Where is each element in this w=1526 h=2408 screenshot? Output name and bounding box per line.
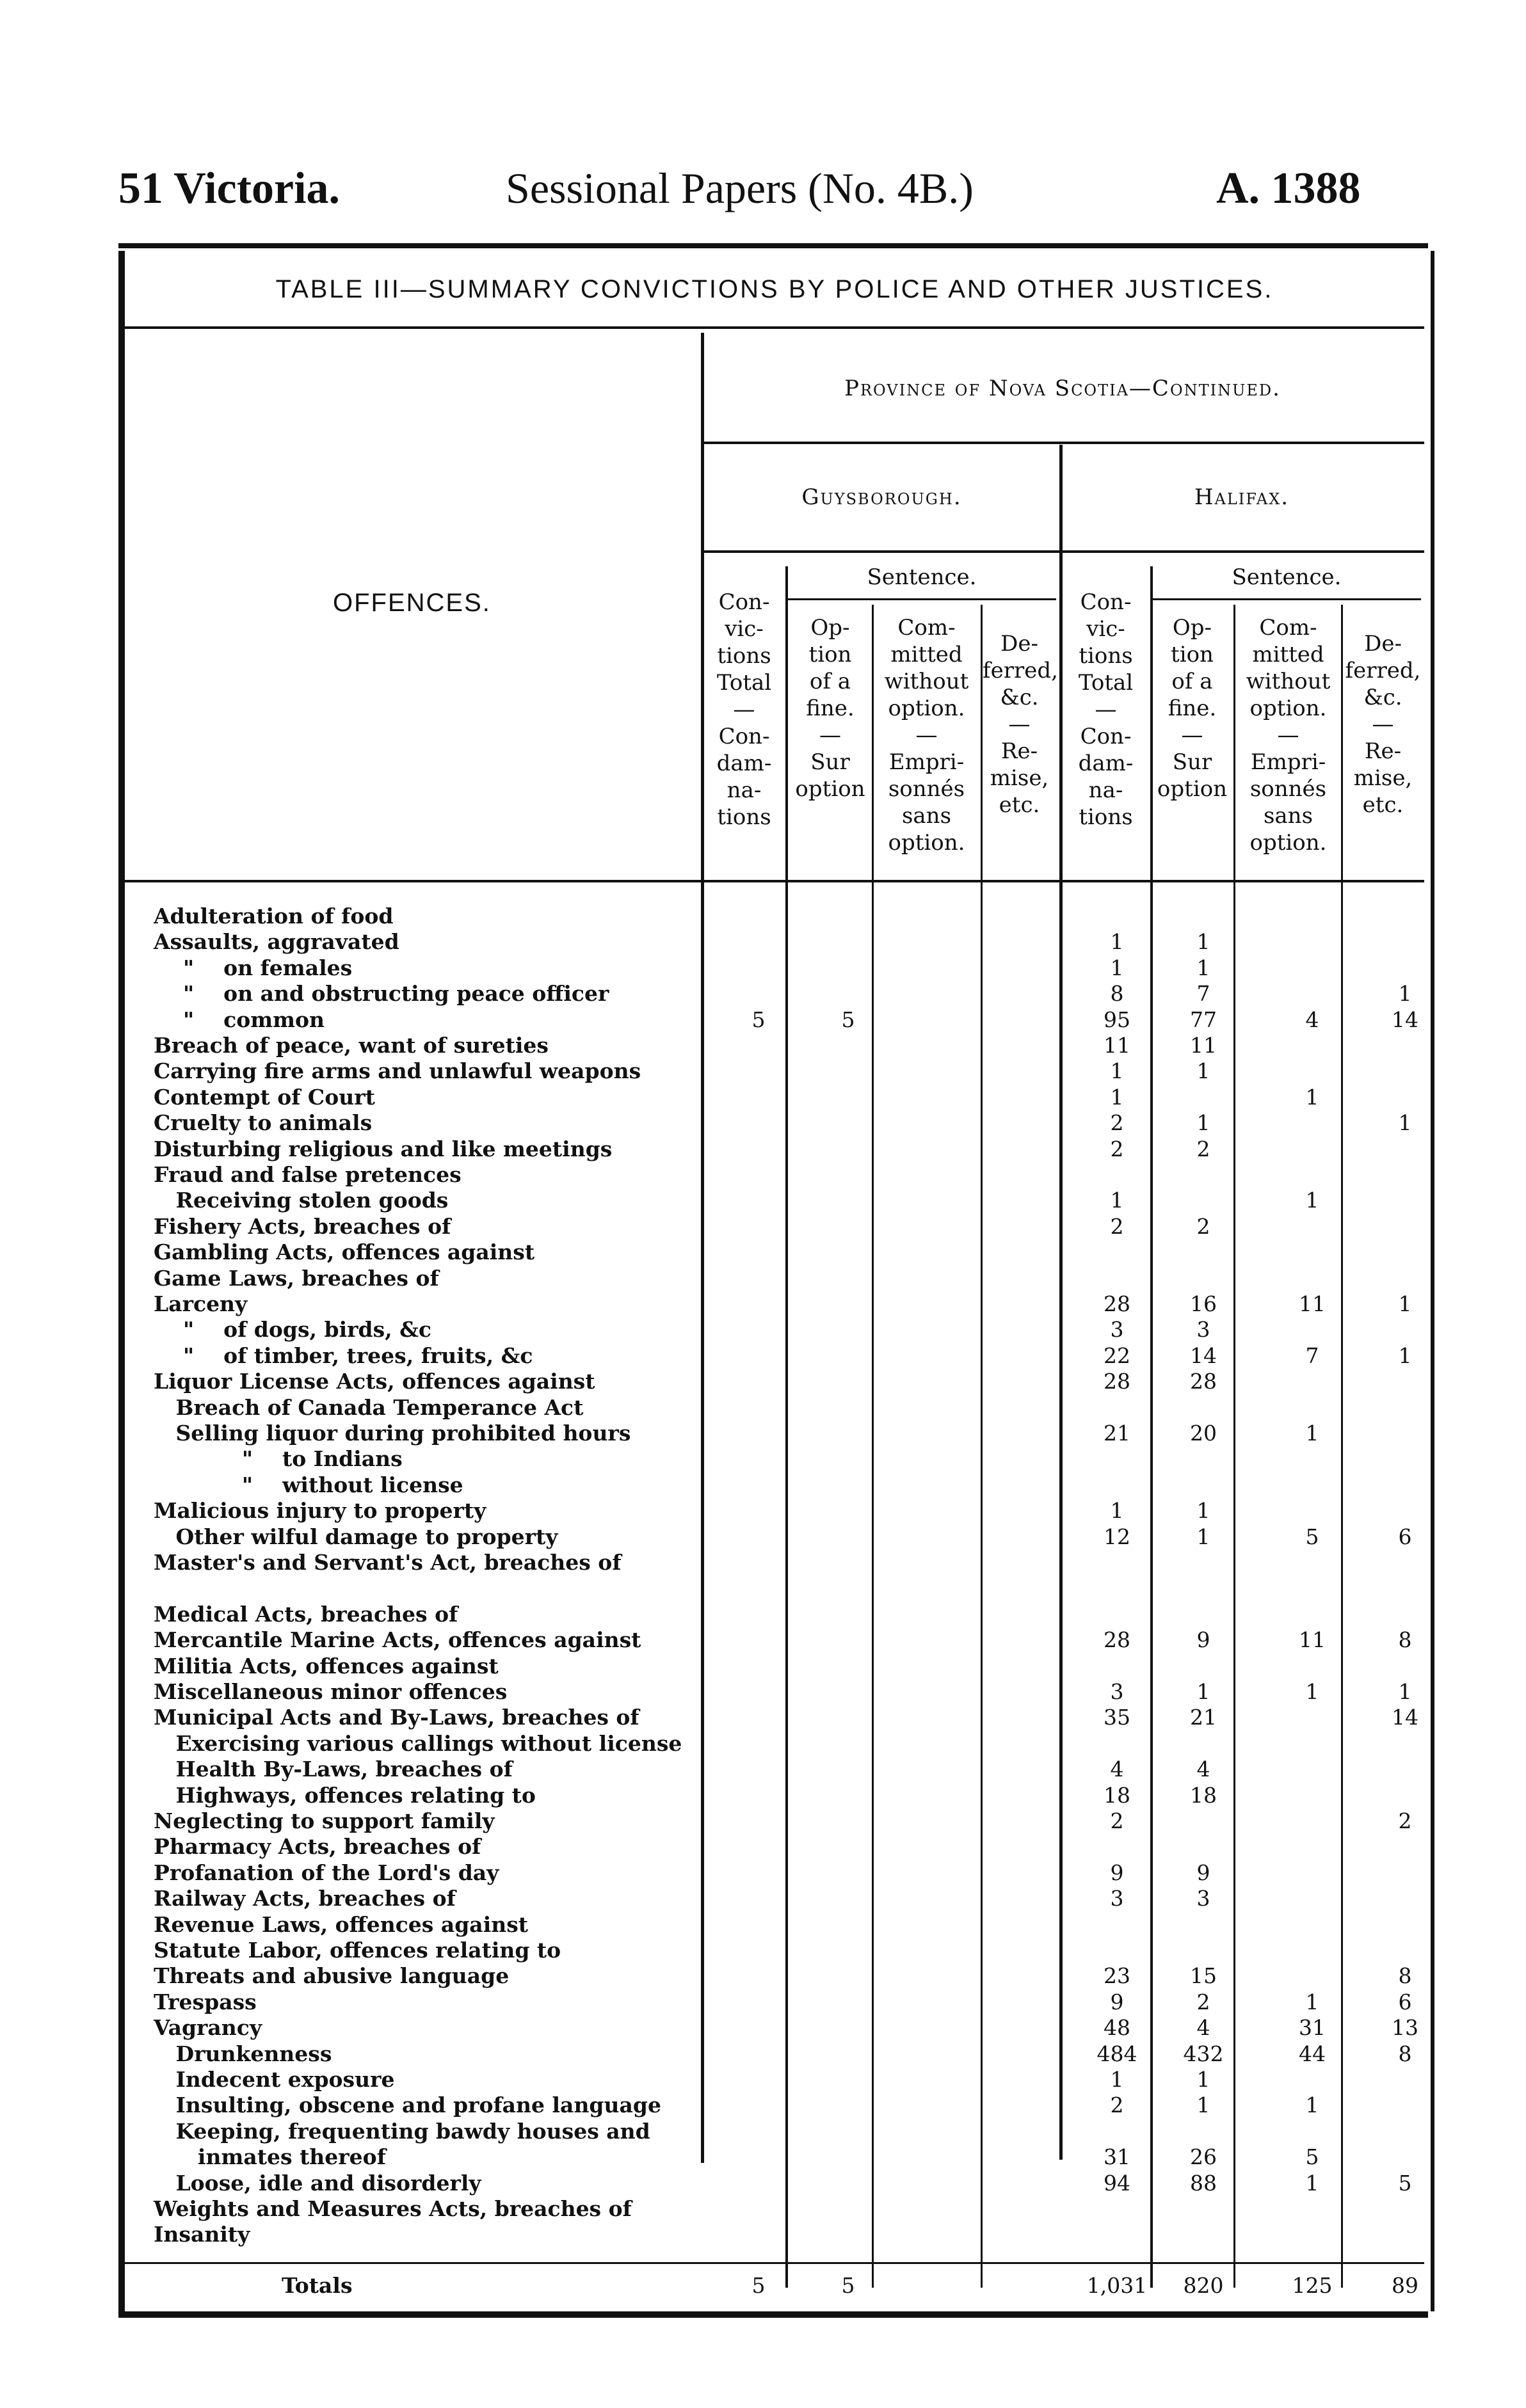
offence-label: Game Laws, breaches of — [154, 1266, 439, 1291]
offence-label: Railway Acts, breaches of — [154, 1886, 456, 1911]
table-row — [154, 1343, 1427, 1369]
table-row — [154, 1575, 1427, 1601]
halifax-convictions-cell: 4 — [1110, 1757, 1124, 1782]
halifax-convictions-cell: 23 — [1104, 1963, 1130, 1988]
halifax-convictions-cell: 48 — [1104, 2015, 1130, 2040]
table-row — [154, 1860, 1427, 1886]
halifax-fine-cell: 1 — [1196, 955, 1210, 980]
offence-label: Neglecting to support family — [154, 1808, 495, 1833]
halifax-convictions-cell: 1 — [1110, 1085, 1124, 1110]
title-rule — [125, 326, 1424, 329]
offence-label: Medical Acts, breaches of — [154, 1602, 458, 1627]
offence-label: Vagrancy — [154, 2015, 262, 2040]
halifax-convictions-cell: 2 — [1110, 1214, 1124, 1239]
table-title: TABLE III—SUMMARY CONVICTIONS BY POLICE AND OTHER JUSTICES. — [275, 275, 1274, 303]
totals-h-deferred: 89 — [1392, 2273, 1418, 2298]
header-center: Sessional Papers (No. 4B.) — [506, 164, 974, 212]
halifax-convictions-cell: 2 — [1110, 1136, 1124, 1161]
table-row — [154, 1963, 1427, 1989]
halifax-committed-cell: 1 — [1305, 2171, 1319, 2196]
table-row — [154, 2144, 1427, 2170]
halifax-fine-cell: 26 — [1190, 2144, 1217, 2169]
halifax-deferred-cell: 1 — [1398, 1343, 1412, 1368]
offence-label: Statute Labor, offences relating to — [154, 1938, 561, 1963]
offence-label: Cruelty to animals — [154, 1110, 373, 1135]
table-row — [154, 1240, 1427, 1265]
halifax-committed-cell: 1 — [1305, 1421, 1319, 1446]
halifax-fine-cell: 7 — [1196, 981, 1210, 1006]
halifax-fine-cell: 1 — [1196, 929, 1210, 954]
halifax-committed-cell: 7 — [1305, 1343, 1319, 1368]
halifax-convictions-cell: 2 — [1110, 1808, 1124, 1833]
halifax-deferred-cell: 1 — [1398, 981, 1412, 1006]
sentence-label-h: Sentence. — [1232, 564, 1342, 590]
halifax-committed-cell: 1 — [1305, 2093, 1319, 2117]
halifax-fine-cell: 2 — [1196, 1136, 1210, 1161]
halifax-deferred-cell: 6 — [1398, 1524, 1412, 1549]
halifax-convictions-cell: 95 — [1104, 1007, 1130, 1032]
offence-label: Trespass — [154, 1989, 257, 2014]
table-row — [154, 1472, 1427, 1498]
halifax-fine-cell: 1 — [1196, 1498, 1210, 1523]
table-row — [154, 1808, 1427, 1834]
halifax-deferred-cell: 14 — [1392, 1007, 1418, 1032]
table-row — [154, 2041, 1427, 2067]
header-bottom-rule — [125, 880, 1424, 882]
halifax-fine-cell: 1 — [1196, 2093, 1210, 2117]
offence-label: Revenue Laws, offences against — [154, 1912, 529, 1937]
halifax-fine-cell: 15 — [1190, 1963, 1217, 1988]
halifax-fine-cell: 432 — [1183, 2041, 1224, 2066]
table-row — [154, 1033, 1427, 1058]
table-row — [154, 2093, 1427, 2118]
district-halifax: Halifax. — [1194, 484, 1290, 510]
halifax-deferred-cell: 8 — [1398, 1963, 1412, 1988]
halifax-convictions-cell: 21 — [1104, 1421, 1130, 1446]
halifax-convictions-cell: 1 — [1110, 929, 1124, 954]
table-row — [154, 955, 1427, 981]
table-row — [154, 1912, 1427, 1938]
province-rule — [704, 442, 1424, 444]
sentence-label-g: Sentence. — [867, 564, 977, 590]
table-row — [154, 1654, 1427, 1679]
offence-label: " of dogs, birds, &c — [154, 1317, 432, 1342]
halifax-deferred-cell: 5 — [1398, 2171, 1412, 2196]
table-row — [154, 1421, 1427, 1446]
halifax-fine-cell: 11 — [1190, 1033, 1217, 1058]
table-row — [154, 1446, 1427, 1472]
offence-label: Profanation of the Lord's day — [154, 1860, 499, 1885]
halifax-convictions-cell: 484 — [1096, 2041, 1137, 2066]
table-row — [154, 1266, 1427, 1291]
col-committed-h: Com- mitted without option. — Empri- sonnés sans option. — [1246, 615, 1331, 856]
halifax-deferred-cell: 2 — [1398, 1808, 1412, 1833]
totals-row — [154, 2273, 1427, 2299]
halifax-fine-cell: 88 — [1190, 2171, 1217, 2196]
offence-label: Selling liquor during prohibited hours — [154, 1421, 631, 1446]
halifax-fine-cell: 2 — [1196, 1989, 1210, 2014]
halifax-fine-cell: 4 — [1196, 2015, 1210, 2040]
table-row — [154, 1705, 1427, 1730]
halifax-deferred-cell: 8 — [1398, 1627, 1412, 1652]
table-row — [154, 1498, 1427, 1524]
offence-label: Drunkenness — [154, 2041, 332, 2066]
header-left: 51 Victoria. — [118, 164, 341, 213]
col-deferred-h: De- ferred, &c. — Re- mise, etc. — [1345, 631, 1421, 818]
halifax-convictions-cell: 2 — [1110, 1110, 1124, 1135]
table-row — [154, 1162, 1427, 1188]
col-deferred-g: De- ferred, &c. — Re- mise, etc. — [983, 631, 1058, 818]
offence-label: Insanity — [154, 2222, 250, 2247]
table-row — [154, 1007, 1427, 1033]
halifax-deferred-cell: 1 — [1398, 1291, 1412, 1316]
col-convictions-g: Con- vic- tions Total — Con- dam- na- tions — [716, 589, 772, 830]
offence-label: " on females — [154, 955, 353, 980]
totals-h-fine: 820 — [1183, 2273, 1224, 2298]
table-row — [154, 1989, 1427, 2015]
offence-label: Municipal Acts and By-Laws, breaches of — [154, 1705, 639, 1730]
table-row — [154, 1834, 1427, 1860]
halifax-convictions-cell: 3 — [1110, 1886, 1124, 1911]
table-row — [154, 1757, 1427, 1782]
offence-label: Insulting, obscene and profane language — [154, 2093, 661, 2117]
halifax-fine-cell: 3 — [1196, 1317, 1210, 1342]
halifax-fine-cell: 20 — [1190, 1421, 1217, 1446]
offence-label: Pharmacy Acts, breaches of — [154, 1834, 481, 1859]
table-row — [154, 2067, 1427, 2093]
offence-label: " without license — [154, 1472, 463, 1497]
halifax-committed-cell: 1 — [1305, 1989, 1319, 2014]
table-bottom-rule — [118, 2311, 1428, 2318]
halifax-convictions-cell: 28 — [1104, 1369, 1130, 1394]
halifax-committed-cell: 11 — [1299, 1291, 1326, 1316]
halifax-convictions-cell: 2 — [1110, 2093, 1124, 2117]
halifax-deferred-cell: 6 — [1398, 1989, 1412, 2014]
guysborough-fine-cell: 5 — [841, 1007, 855, 1032]
totals-h-convictions: 1,031 — [1086, 2273, 1148, 2298]
halifax-committed-cell: 5 — [1305, 1524, 1319, 1549]
table-row — [154, 1783, 1427, 1808]
offence-label: Fraud and false pretences — [154, 1162, 462, 1187]
table-row — [154, 1110, 1427, 1136]
halifax-committed-cell: 1 — [1305, 1085, 1319, 1110]
offence-label: Other wilful damage to property — [154, 1524, 558, 1549]
totals-rule — [125, 2262, 1424, 2264]
offence-label: Highways, offences relating to — [154, 1783, 536, 1808]
totals-label: Totals — [282, 2273, 353, 2298]
table-row — [154, 1938, 1427, 1963]
offence-label: Adulteration of food — [154, 904, 394, 929]
offence-label: Miscellaneous minor offences — [154, 1679, 508, 1704]
totals-g-fine: 5 — [841, 2273, 855, 2298]
table-row — [154, 1317, 1427, 1343]
offence-label: Disturbing religious and like meetings — [154, 1136, 613, 1161]
halifax-fine-cell: 14 — [1190, 1343, 1217, 1368]
offence-label: Breach of peace, want of sureties — [154, 1033, 549, 1058]
halifax-convictions-cell: 9 — [1110, 1860, 1124, 1885]
halifax-convictions-cell: 31 — [1104, 2144, 1130, 2169]
halifax-deferred-cell: 1 — [1398, 1110, 1412, 1135]
offence-label: Threats and abusive language — [154, 1963, 510, 1988]
offence-label: Indecent exposure — [154, 2067, 395, 2092]
offences-heading: OFFENCES. — [333, 589, 491, 617]
offence-label: Weights and Measures Acts, breaches of — [154, 2196, 632, 2221]
halifax-deferred-cell: 1 — [1398, 1679, 1412, 1704]
halifax-convictions-cell: 9 — [1110, 1989, 1124, 2014]
offence-label: " common — [154, 1007, 325, 1032]
halifax-committed-cell: 1 — [1305, 1188, 1319, 1213]
halifax-convictions-cell: 12 — [1104, 1524, 1130, 1549]
halifax-convictions-cell: 11 — [1104, 1033, 1130, 1058]
offence-label: Assaults, aggravated — [154, 929, 399, 954]
halifax-fine-cell: 9 — [1196, 1627, 1210, 1652]
offence-label: " to Indians — [154, 1446, 403, 1471]
offence-label: Mercantile Marine Acts, offences against — [154, 1627, 641, 1652]
halifax-fine-cell: 1 — [1196, 1110, 1210, 1135]
table-row — [154, 1731, 1427, 1757]
halifax-deferred-cell: 8 — [1398, 2041, 1412, 2066]
offence-label: Liquor License Acts, offences against — [154, 1369, 595, 1394]
halifax-fine-cell: 2 — [1196, 1214, 1210, 1239]
guysborough-convictions-cell: 5 — [751, 1007, 766, 1032]
col-committed-g: Com- mitted without option. — Empri- sonnés sans option. — [884, 615, 969, 856]
table-row — [154, 2119, 1427, 2144]
halifax-committed-cell: 4 — [1305, 1007, 1319, 1032]
col-convictions-h: Con- vic- tions Total — Con- dam- na- tions — [1078, 589, 1134, 830]
halifax-convictions-cell: 22 — [1104, 1343, 1130, 1368]
halifax-committed-cell: 1 — [1305, 1679, 1319, 1704]
table-row — [154, 1214, 1427, 1240]
halifax-convictions-cell: 28 — [1104, 1291, 1130, 1316]
halifax-committed-cell: 11 — [1299, 1627, 1326, 1652]
table-row — [154, 1602, 1427, 1627]
halifax-convictions-cell: 35 — [1104, 1705, 1130, 1730]
halifax-fine-cell: 1 — [1196, 1524, 1210, 1549]
halifax-fine-cell: 3 — [1196, 1886, 1210, 1911]
header-right: A. 1388 — [1216, 164, 1361, 213]
offence-label: Keeping, frequenting bawdy houses and — [154, 2119, 650, 2144]
halifax-fine-cell: 9 — [1196, 1860, 1210, 1885]
halifax-convictions-cell: 1 — [1110, 2067, 1124, 2092]
offence-label: Loose, idle and disorderly — [154, 2171, 481, 2196]
col-fine-g: Op- tion of a fine. — Sur option — [795, 615, 865, 802]
totals-g-convictions: 5 — [751, 2273, 766, 2298]
table-row — [154, 2171, 1427, 2196]
halifax-convictions-cell: 3 — [1110, 1317, 1124, 1342]
halifax-convictions-cell: 3 — [1110, 1679, 1124, 1704]
halifax-deferred-cell: 14 — [1392, 1705, 1418, 1730]
totals-h-committed: 125 — [1292, 2273, 1333, 2298]
halifax-convictions-cell: 1 — [1110, 1058, 1124, 1083]
table-row — [154, 1679, 1427, 1705]
table-row — [154, 1291, 1427, 1317]
halifax-fine-cell: 77 — [1190, 1007, 1217, 1032]
halifax-convictions-cell: 8 — [1110, 981, 1124, 1006]
halifax-convictions-cell: 28 — [1104, 1627, 1130, 1652]
table-row — [154, 1085, 1427, 1110]
halifax-deferred-cell: 13 — [1392, 2015, 1418, 2040]
table-row — [154, 2015, 1427, 2041]
table-row — [154, 1188, 1427, 1213]
halifax-fine-cell: 1 — [1196, 2067, 1210, 2092]
halifax-committed-cell: 44 — [1299, 2041, 1326, 2066]
table-row — [154, 1395, 1427, 1421]
offence-label: Carrying fire arms and unlawful weapons — [154, 1058, 641, 1083]
table-row — [154, 904, 1427, 929]
offence-label: " of timber, trees, fruits, &c — [154, 1343, 533, 1368]
table-row — [154, 1627, 1427, 1653]
sentence-rule-h — [1152, 598, 1421, 600]
table-row — [154, 1058, 1427, 1084]
offence-label: Fishery Acts, breaches of — [154, 1214, 451, 1239]
halifax-fine-cell: 21 — [1190, 1705, 1217, 1730]
halifax-fine-cell: 1 — [1196, 1679, 1210, 1704]
offence-label: Contempt of Court — [154, 1085, 375, 1110]
table-row — [154, 929, 1427, 955]
halifax-fine-cell: 1 — [1196, 1058, 1210, 1083]
halifax-committed-cell: 31 — [1299, 2015, 1326, 2040]
offence-label: Gambling Acts, offences against — [154, 1240, 535, 1264]
halifax-committed-cell: 5 — [1305, 2144, 1319, 2169]
halifax-fine-cell: 4 — [1196, 1757, 1210, 1782]
halifax-convictions-cell: 1 — [1110, 1188, 1124, 1213]
table-row — [154, 2196, 1427, 2222]
halifax-convictions-cell: 18 — [1104, 1783, 1130, 1808]
halifax-convictions-cell: 94 — [1104, 2171, 1130, 2196]
offence-label: Master's and Servant's Act, breaches of — [154, 1550, 622, 1575]
table-row — [154, 981, 1427, 1007]
sentence-rule-g — [787, 598, 1056, 600]
table-row — [154, 1136, 1427, 1162]
offence-label: Militia Acts, offences against — [154, 1654, 499, 1678]
halifax-convictions-cell: 1 — [1110, 955, 1124, 980]
col-fine-h: Op- tion of a fine. — Sur option — [1157, 615, 1228, 802]
table-top-rule — [118, 243, 1428, 248]
offence-label: Health By-Laws, breaches of — [154, 1757, 513, 1782]
table-row — [154, 2222, 1427, 2247]
district-guysborough: Guysborough. — [801, 484, 962, 510]
province-heading: Province of Nova Scotia—Continued. — [844, 376, 1281, 401]
offence-label: Malicious injury to property — [154, 1498, 486, 1523]
offence-label: Larceny — [154, 1291, 248, 1316]
halifax-fine-cell: 18 — [1190, 1783, 1217, 1808]
offence-label: " on and obstructing peace officer — [154, 981, 609, 1006]
offence-label: Breach of Canada Temperance Act — [154, 1395, 584, 1420]
table-row — [154, 1524, 1427, 1550]
halifax-convictions-cell: 1 — [1110, 1498, 1124, 1523]
table-row — [154, 1369, 1427, 1394]
offence-label: Receiving stolen goods — [154, 1188, 449, 1213]
district-rule — [704, 550, 1424, 553]
halifax-fine-cell: 16 — [1190, 1291, 1217, 1316]
table-row — [154, 1550, 1427, 1575]
halifax-fine-cell: 28 — [1190, 1369, 1217, 1394]
offence-label: inmates thereof — [154, 2144, 386, 2169]
table-row — [154, 1886, 1427, 1911]
offence-label: Exercising various callings without license — [154, 1731, 682, 1756]
